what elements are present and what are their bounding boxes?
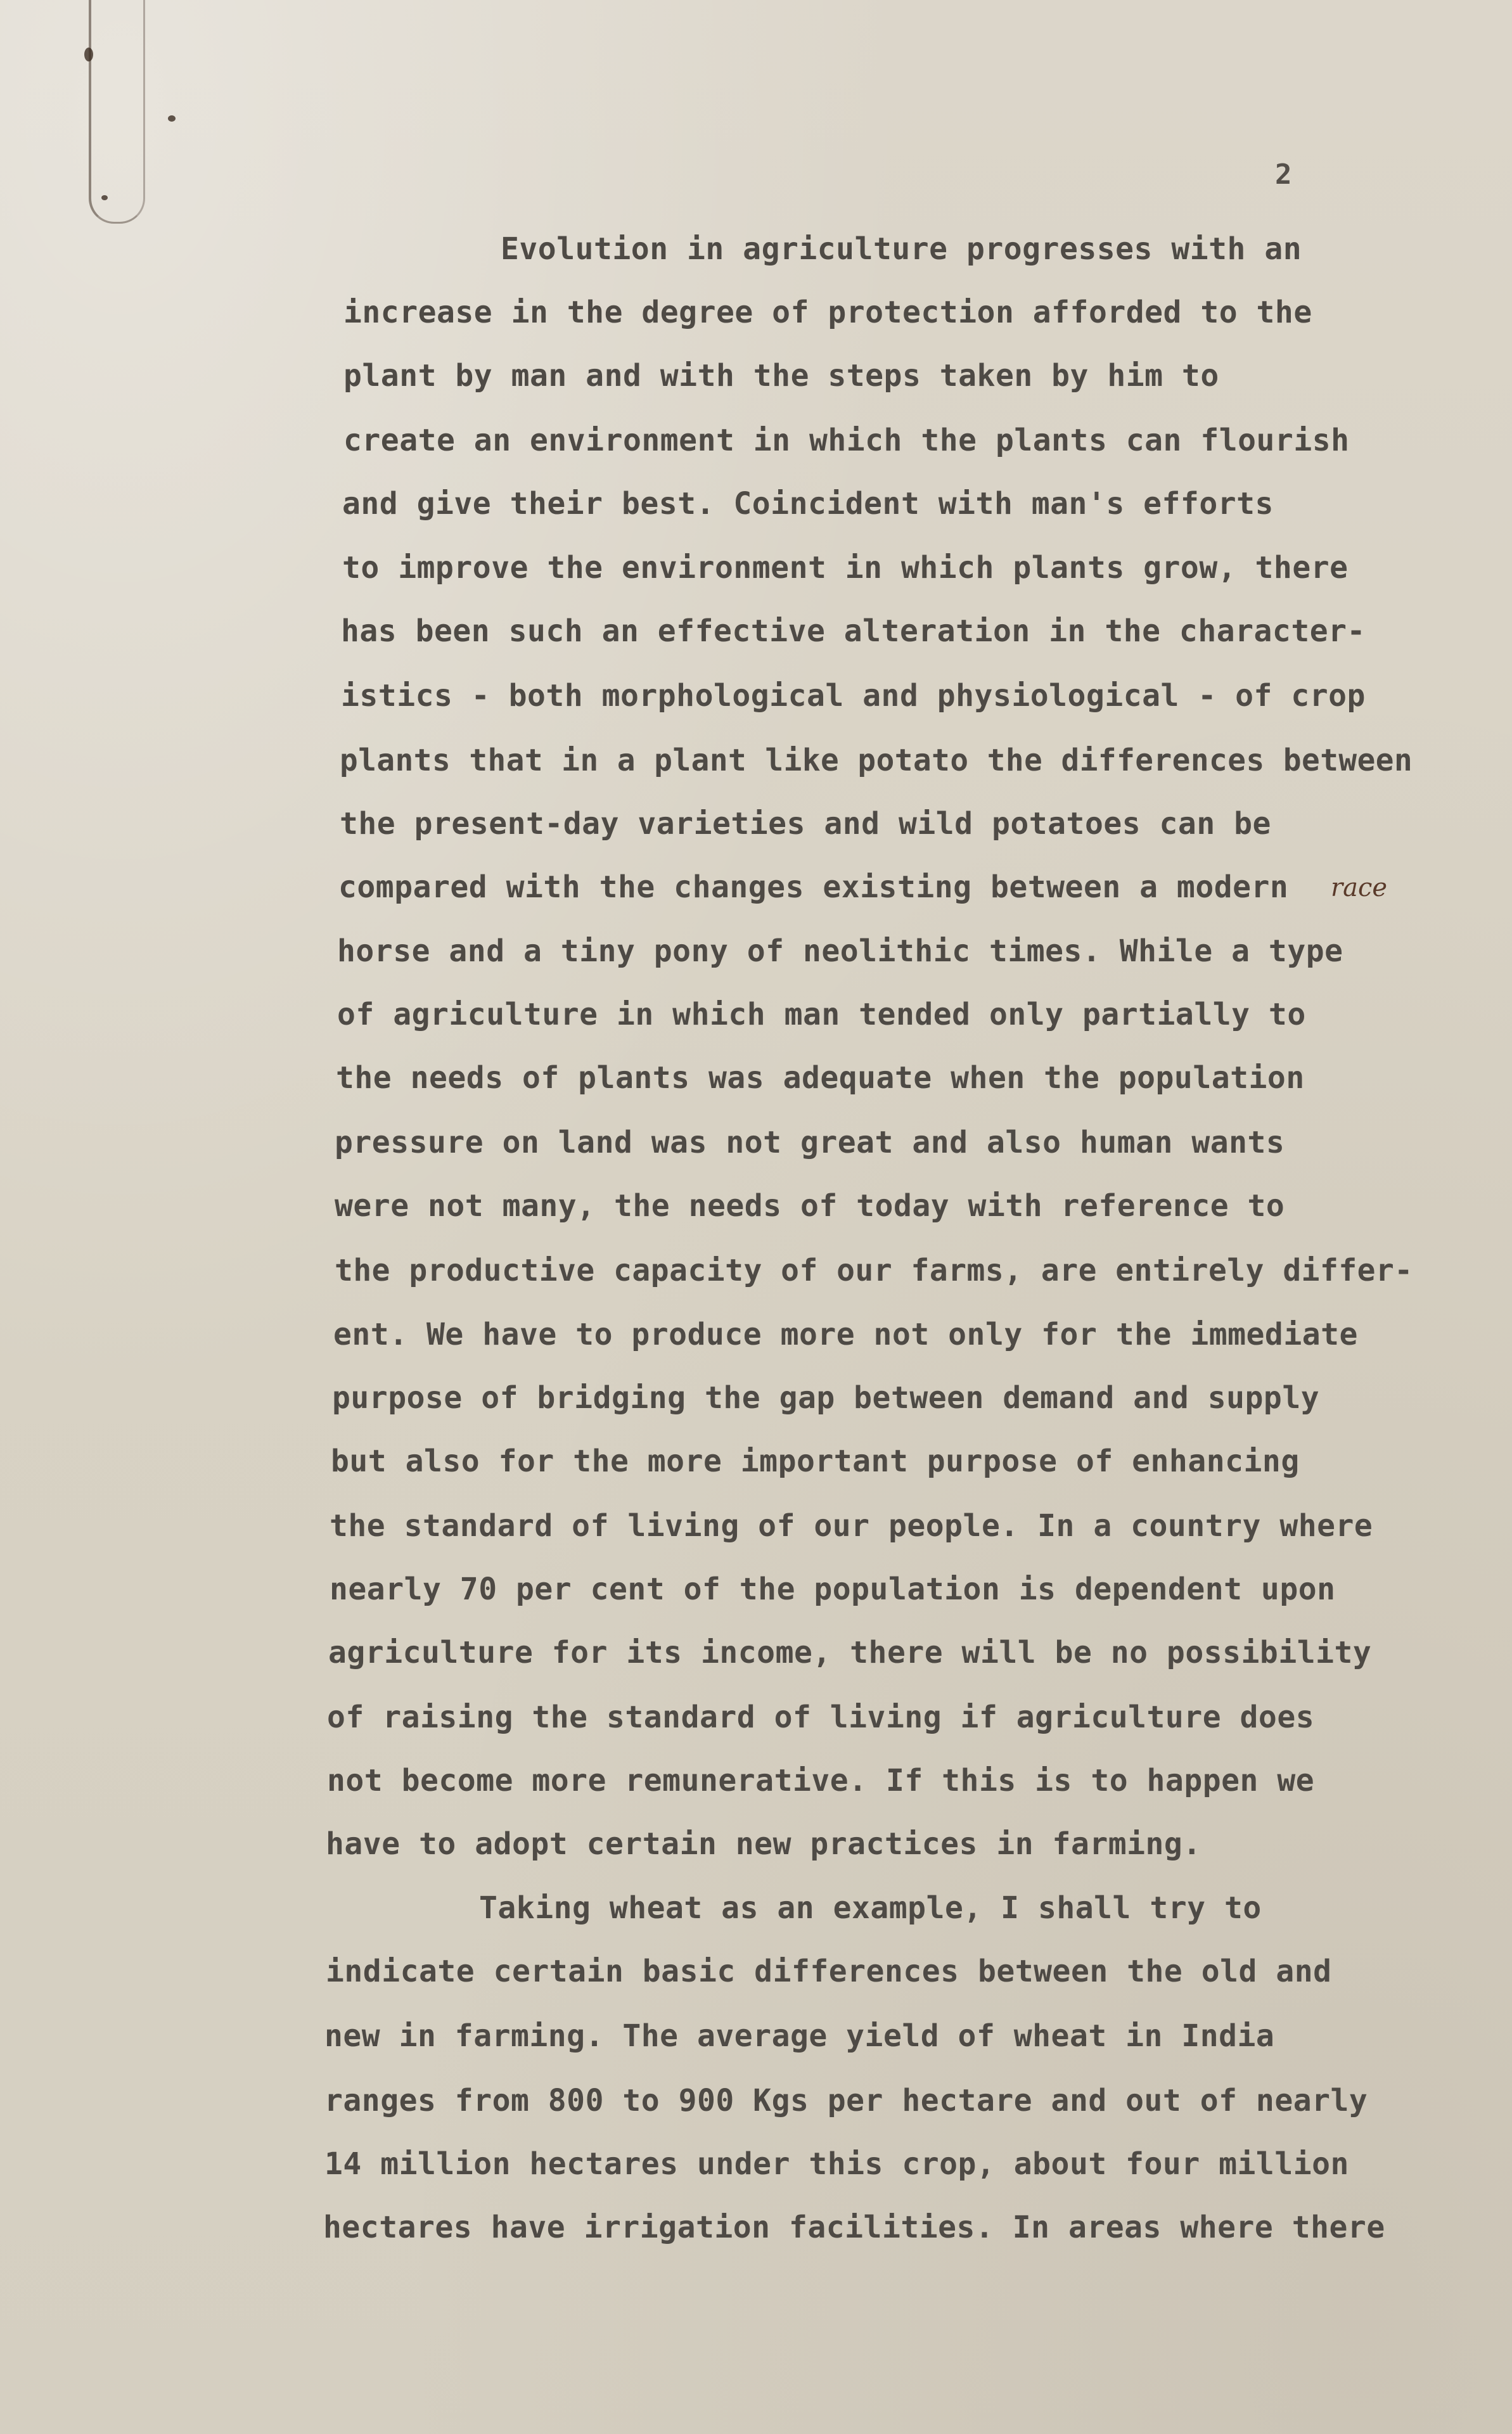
text-line: to improve the environment in which plants grow, there bbox=[342, 550, 1349, 586]
text-line: the standard of living of our people. In a country where bbox=[330, 1508, 1373, 1544]
text-line: nearly 70 per cent of the population is dependent upon bbox=[330, 1572, 1336, 1607]
text-line: ranges from 800 to 900 Kgs per hectare and out of nearly bbox=[324, 2083, 1368, 2118]
text-line: compared with the changes existing between a modern bbox=[338, 869, 1289, 905]
stain-mark bbox=[168, 115, 176, 122]
text-line: were not many, the needs of today with reference to bbox=[335, 1188, 1285, 1224]
text-line: not become more remunerative. If this is to happen we bbox=[327, 1763, 1315, 1798]
text-line: of raising the standard of living if agriculture does bbox=[327, 1700, 1315, 1735]
text-line: the needs of plants was adequate when the population bbox=[336, 1060, 1305, 1096]
text-line: increase in the degree of protection afforded to the bbox=[343, 295, 1312, 330]
text-line: plant by man and with the steps taken by him to bbox=[343, 358, 1219, 394]
text-line: ent. We have to produce more not only for the immediate bbox=[333, 1317, 1358, 1352]
text-line: Evolution in agriculture progresses with an bbox=[501, 231, 1302, 267]
text-line: the present-day varieties and wild potatoes can be bbox=[340, 806, 1271, 842]
text-line: new in farming. The average yield of wheat in India bbox=[324, 2018, 1275, 2054]
text-line: has been such an effective alteration in the character- bbox=[341, 613, 1366, 649]
text-line: pressure on land was not great and also human wants bbox=[335, 1125, 1285, 1160]
text-line: Taking wheat as an example, I shall try to bbox=[479, 1890, 1262, 1926]
page-number: 2 bbox=[1275, 158, 1292, 191]
text-line: have to adopt certain new practices in farming. bbox=[326, 1826, 1201, 1862]
text-line: horse and a tiny pony of neolithic times. While a type bbox=[337, 933, 1343, 969]
text-line: hectares have irrigation facilities. In areas where there bbox=[323, 2210, 1385, 2245]
text-line: and give their best. Coincident with man's efforts bbox=[342, 486, 1274, 522]
stain-mark bbox=[101, 195, 108, 200]
text-line: create an environment in which the plants can flourish bbox=[343, 423, 1350, 458]
handwritten-annotation: race bbox=[1331, 873, 1388, 902]
text-line: istics - both morphological and physiological - of crop bbox=[341, 678, 1366, 714]
stain-mark bbox=[84, 48, 93, 61]
text-line: 14 million hectares under this crop, about four million bbox=[324, 2146, 1349, 2182]
text-line: agriculture for its income, there will be no possibility bbox=[328, 1635, 1372, 1670]
text-line: plants that in a plant like potato the differences between bbox=[340, 743, 1413, 778]
text-line: the productive capacity of our farms, are entirely differ- bbox=[335, 1253, 1413, 1288]
text-line: indicate certain basic differences between the old and bbox=[326, 1954, 1332, 1989]
paperclip-mark bbox=[89, 0, 145, 224]
text-line: purpose of bridging the gap between demand and supply bbox=[332, 1380, 1320, 1416]
text-line: of agriculture in which man tended only partially to bbox=[337, 997, 1306, 1032]
text-line: but also for the more important purpose of enhancing bbox=[331, 1444, 1300, 1479]
